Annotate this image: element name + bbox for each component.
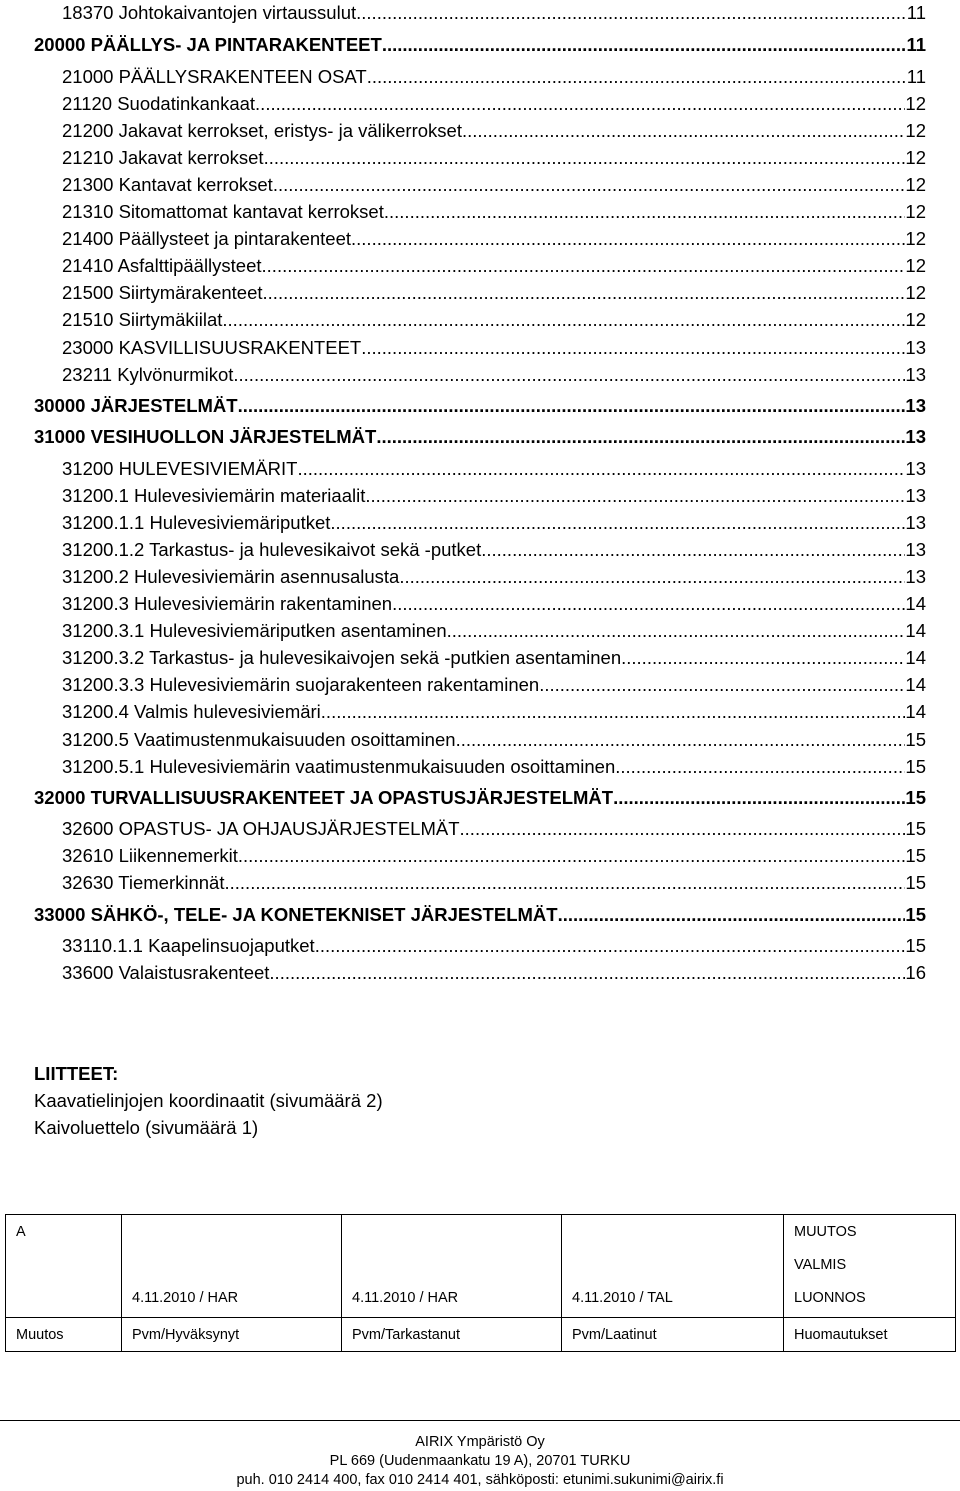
toc-dot-leader: [365, 485, 905, 507]
toc-entry-page: 11: [906, 2, 926, 23]
toc-dot-leader: [384, 201, 906, 223]
revision-cell: [562, 1248, 784, 1281]
appendices-title: LIITTEET:: [34, 1063, 119, 1084]
toc-entry-title: 21400 Päällysteet ja pintarakenteet: [62, 228, 352, 249]
toc-entry-title: 18370 Johtokaivantojen virtaussulut: [62, 2, 357, 23]
revision-cell: [6, 1248, 122, 1281]
toc-entry-title: 31200.3 Hulevesiviemärin rakentaminen: [62, 593, 393, 614]
revision-cell: [562, 1215, 784, 1249]
toc-entry-title: 21310 Sitomattomat kantavat kerrokset: [62, 201, 384, 222]
toc-entry-title: 31200.4 Valmis hulevesiviemäri: [62, 701, 321, 722]
toc-dot-leader: [382, 34, 907, 56]
toc-entry: [62, 539, 926, 561]
toc-entry-page: 14: [905, 620, 926, 641]
toc-entry-page: 14: [905, 647, 926, 668]
revision-cell: VALMIS: [784, 1248, 956, 1281]
footer: [0, 1433, 960, 1490]
footer-company: AIRIX Ympäristö Oy: [415, 1434, 545, 1450]
toc-entry: [62, 66, 926, 88]
toc-dot-leader: [460, 818, 906, 840]
revision-row: [6, 1248, 956, 1281]
toc-entry-page: 13: [905, 485, 926, 506]
toc-entry-title: 21500 Siirtymärakenteet: [62, 282, 263, 303]
toc-entry-page: 13: [905, 426, 926, 447]
toc-entry-title: 32630 Tiemerkinnät: [62, 872, 225, 893]
revision-table: [5, 1214, 956, 1352]
toc-entry-title: 31200.5 Vaatimustenmukaisuuden osoittaminen: [62, 729, 456, 750]
footer-divider: [0, 1420, 960, 1421]
toc-entry-title: 21300 Kantavat kerrokset: [62, 174, 273, 195]
toc-entry-title: 31000 VESIHUOLLON JÄRJESTELMÄT: [34, 426, 377, 447]
toc-entry-title: 21210 Jakavat kerrokset: [62, 147, 264, 168]
toc-entry-title: 31200.1.1 Hulevesiviemäriputket: [62, 512, 331, 533]
toc-dot-leader: [263, 282, 906, 304]
toc-entry-page: 13: [905, 566, 926, 587]
toc-entry: [62, 458, 926, 480]
toc-dot-leader: [376, 426, 905, 448]
toc-entry-page: 13: [905, 512, 926, 533]
toc-entry: [62, 593, 926, 615]
revision-cell: [342, 1215, 562, 1249]
toc-dot-leader: [356, 2, 907, 24]
revision-cell: [342, 1248, 562, 1281]
toc-dot-leader: [456, 729, 906, 751]
toc-entry-page: 12: [905, 309, 926, 330]
revision-header-cell: Huomautukset: [784, 1318, 956, 1352]
toc-entry-page: 15: [905, 729, 926, 750]
toc-entry-title: 21200 Jakavat kerrokset, eristys- ja välikerrokset: [62, 120, 462, 141]
revision-cell: 4.11.2010 / TAL: [562, 1281, 784, 1314]
revision-cell: [122, 1215, 342, 1249]
revision-row: [6, 1281, 956, 1314]
toc-entry-title: 21410 Asfalttipäällysteet: [62, 255, 262, 276]
toc-entry-title: 21510 Siirtymäkiilat: [62, 309, 223, 330]
toc-entry: [62, 364, 926, 386]
toc-entry-page: 16: [905, 962, 926, 983]
toc-entry: [62, 935, 926, 957]
toc-entry: [62, 818, 926, 840]
toc-dot-leader: [238, 845, 906, 867]
revision-header-cell: Pvm/Tarkastanut: [342, 1318, 562, 1352]
toc-entry-page: 15: [905, 818, 926, 839]
toc-entry: [62, 674, 926, 696]
toc-entry-page: 11: [906, 34, 926, 55]
toc-dot-leader: [273, 174, 906, 196]
footer-address: PL 669 (Uudenmaankatu 19 A), 20701 TURKU: [329, 1453, 631, 1469]
toc-entry-page: 12: [905, 174, 926, 195]
revision-cell: [122, 1248, 342, 1281]
revision-cell: 4.11.2010 / HAR: [122, 1281, 342, 1314]
appendix-item: Kaavatielinjojen koordinaatit (sivumäärä 2): [34, 1090, 383, 1111]
toc-dot-leader: [269, 962, 905, 984]
toc-entry-title: 31200.1.2 Tarkastus- ja hulevesikaivot sekä -putket: [62, 539, 482, 560]
toc-entry-page: 15: [905, 904, 926, 925]
toc-entry: [62, 962, 926, 984]
toc-entry: [62, 620, 926, 642]
toc-dot-leader: [321, 701, 906, 723]
revision-cell: A: [6, 1215, 122, 1249]
toc-entry-page: 14: [905, 593, 926, 614]
toc-dot-leader: [481, 539, 905, 561]
toc-entry: [62, 872, 926, 894]
toc-entry: [62, 282, 926, 304]
toc-entry-title: 31200 HULEVESIVIEMÄRIT: [62, 458, 298, 479]
toc-entry-page: 14: [905, 701, 926, 722]
toc-dot-leader: [238, 395, 906, 417]
appendices-section: [34, 1060, 383, 1141]
toc-entry: [62, 485, 926, 507]
toc-dot-leader: [361, 337, 905, 359]
toc-dot-leader: [462, 120, 905, 142]
toc-entry-title: 33600 Valaistusrakenteet: [62, 962, 270, 983]
toc-dot-leader: [225, 872, 906, 894]
toc-dot-leader: [264, 147, 906, 169]
toc-entry-page: 14: [905, 674, 926, 695]
toc-dot-leader: [447, 620, 906, 642]
toc-entry-title: 31200.3.2 Tarkastus- ja hulevesikaivojen sekä -putkien asentaminen: [62, 647, 622, 668]
revision-cell: LUONNOS: [784, 1281, 956, 1314]
toc-entry: [62, 174, 926, 196]
toc-entry: [62, 93, 926, 115]
toc-entry-title: 32000 TURVALLISUUSRAKENTEET JA OPASTUSJÄRJESTELMÄT: [34, 787, 614, 808]
toc-entry: [62, 729, 926, 751]
toc-entry: [62, 756, 926, 778]
toc-entry: [62, 337, 926, 359]
toc-entry-title: 32600 OPASTUS- JA OHJAUSJÄRJESTELMÄT: [62, 818, 460, 839]
toc-dot-leader: [392, 593, 905, 615]
toc-dot-leader: [621, 647, 905, 669]
toc-entry: [62, 120, 926, 142]
toc-entry-page: 15: [905, 845, 926, 866]
toc-dot-leader: [558, 904, 906, 926]
appendix-item: Kaivoluettelo (sivumäärä 1): [34, 1117, 259, 1138]
toc-entry-page: 15: [905, 787, 926, 808]
toc-entry: [62, 201, 926, 223]
toc-dot-leader: [315, 935, 906, 957]
toc-entry: [62, 228, 926, 250]
toc-entry: [34, 34, 926, 56]
toc-dot-leader: [539, 674, 905, 696]
toc-dot-leader: [262, 255, 906, 277]
toc-dot-leader: [297, 458, 905, 480]
toc-entry-title: 31200.5.1 Hulevesiviemärin vaatimustenmukaisuuden osoittaminen: [62, 756, 616, 777]
revision-header-cell: Pvm/Hyväksynyt: [122, 1318, 342, 1352]
toc-entry-page: 12: [905, 228, 926, 249]
toc-entry-page: 13: [905, 364, 926, 385]
toc-entry: [62, 147, 926, 169]
toc-entry-title: 21120 Suodatinkankaat: [62, 93, 256, 114]
toc-entry: [34, 787, 926, 809]
toc-dot-leader: [222, 309, 905, 331]
toc-entry: [62, 701, 926, 723]
toc-entry-page: 12: [905, 255, 926, 276]
revision-row: [6, 1215, 956, 1249]
toc-entry-title: 33110.1.1 Kaapelinsuojaputket: [62, 935, 315, 956]
revision-header-cell: Muutos: [6, 1318, 122, 1352]
toc-entry-title: 33000 SÄHKÖ-, TELE- JA KONETEKNISET JÄRJESTELMÄT: [34, 904, 558, 925]
toc-entry: [62, 512, 926, 534]
toc-entry-title: 23211 Kylvönurmikot: [62, 364, 234, 385]
toc-dot-leader: [351, 228, 905, 250]
toc-dot-leader: [255, 93, 905, 115]
toc-entry: [62, 566, 926, 588]
toc-entry-page: 12: [905, 147, 926, 168]
toc-entry-title: 20000 PÄÄLLYS- JA PINTARAKENTEET: [34, 34, 382, 55]
toc-dot-leader: [399, 566, 905, 588]
toc-entry: [62, 2, 926, 24]
toc-entry-page: 12: [905, 93, 926, 114]
toc-entry-page: 11: [906, 66, 926, 87]
toc-entry-title: 32610 Liikennemerkit: [62, 845, 238, 866]
toc-entry: [62, 309, 926, 331]
revision-header-row: [6, 1318, 956, 1352]
toc-entry: [62, 255, 926, 277]
revision-cell: [6, 1281, 122, 1314]
revision-cell: 4.11.2010 / HAR: [342, 1281, 562, 1314]
toc-entry-page: 13: [905, 337, 926, 358]
toc-entry: [34, 904, 926, 926]
toc-entry-title: 31200.2 Hulevesiviemärin asennusalusta: [62, 566, 400, 587]
toc-entry: [34, 395, 926, 417]
toc-entry-title: 23000 KASVILLISUUSRAKENTEET: [62, 337, 362, 358]
toc-entry-title: 21000 PÄÄLLYSRAKENTEEN OSAT: [62, 66, 367, 87]
revision-cell: MUUTOS: [784, 1215, 956, 1249]
toc-entry-page: 12: [905, 201, 926, 222]
toc-entry-page: 13: [905, 539, 926, 560]
toc-entry-page: 15: [905, 756, 926, 777]
toc-entry-page: 15: [905, 935, 926, 956]
toc-entry-page: 15: [905, 872, 926, 893]
toc-entry-page: 13: [905, 395, 926, 416]
toc-entry-page: 12: [905, 282, 926, 303]
toc-entry-title: 31200.3.3 Hulevesiviemärin suojarakenteen rakentaminen: [62, 674, 540, 695]
footer-contact: puh. 010 2414 400, fax 010 2414 401, sähköposti: etunimi.sukunimi@airix.fi: [236, 1472, 724, 1488]
toc-entry-page: 13: [905, 458, 926, 479]
toc-entry-title: 31200.3.1 Hulevesiviemäriputken asentaminen: [62, 620, 447, 641]
toc-entry: [62, 647, 926, 669]
toc-dot-leader: [330, 512, 905, 534]
toc-entry-title: 30000 JÄRJESTELMÄT: [34, 395, 238, 416]
toc-entry: [34, 426, 926, 448]
toc-entry: [62, 845, 926, 867]
toc-dot-leader: [613, 787, 905, 809]
revision-header-cell: Pvm/Laatinut: [562, 1318, 784, 1352]
toc-dot-leader: [233, 364, 905, 386]
toc-dot-leader: [615, 756, 905, 778]
toc-dot-leader: [367, 66, 907, 88]
toc-entry-title: 31200.1 Hulevesiviemärin materiaalit: [62, 485, 366, 506]
toc-entry-page: 12: [905, 120, 926, 141]
